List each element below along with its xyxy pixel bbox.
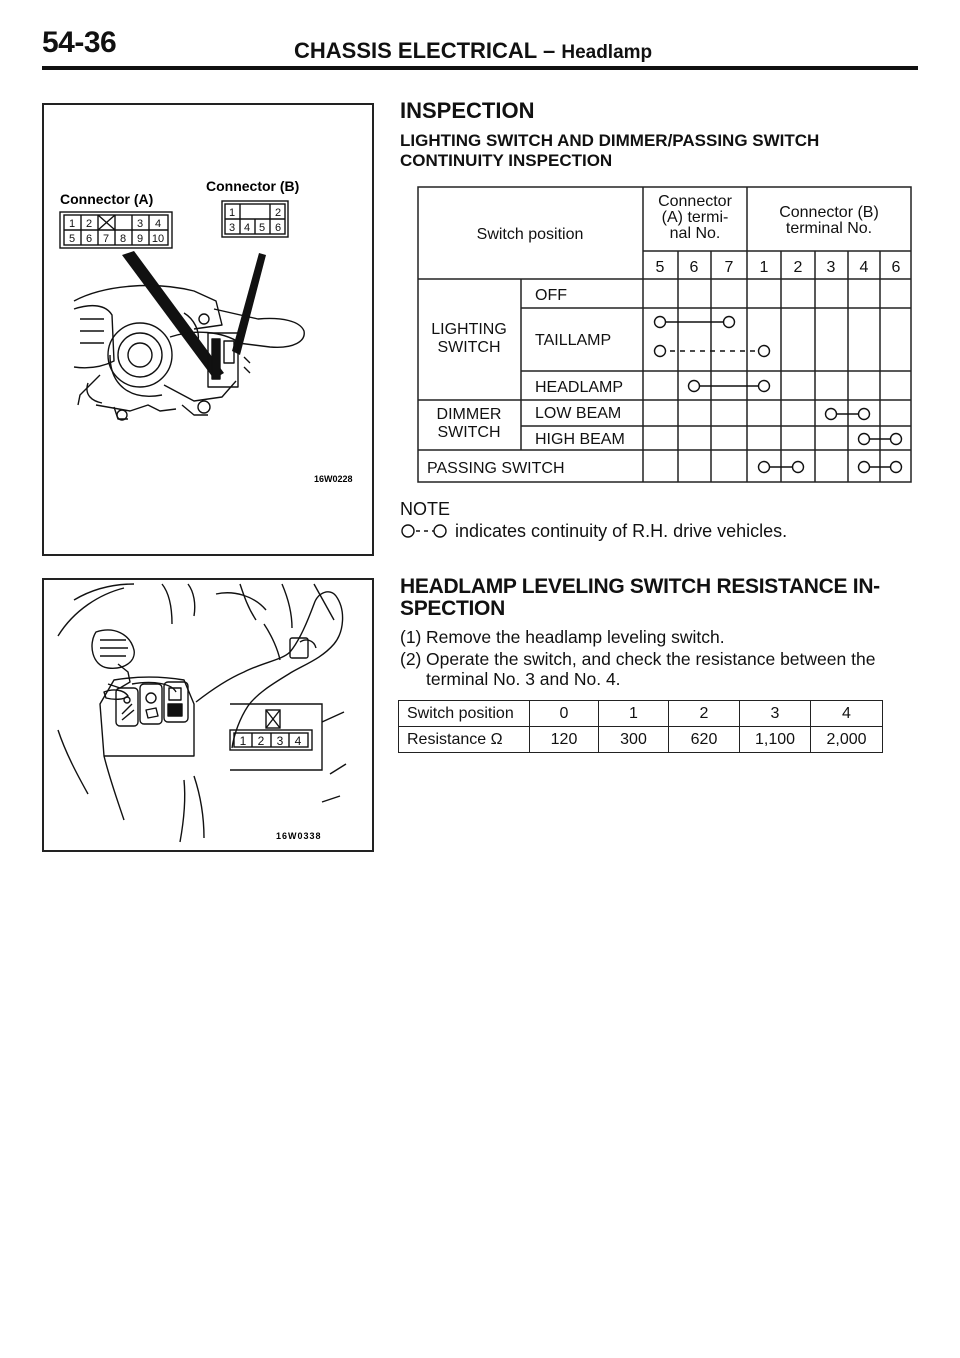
header-connector-b: Connector (B): [779, 204, 879, 221]
continuity-table: [417, 186, 915, 486]
title-dash: –: [542, 38, 556, 63]
table-cell: 0: [530, 701, 599, 727]
connector-a-pin: 6: [85, 233, 93, 245]
connector-a-pin: 2: [85, 218, 93, 230]
row-label: TAILLAMP: [535, 332, 612, 349]
connector-b-pin: 1: [228, 207, 236, 219]
resistance-table: [398, 700, 883, 753]
table-cell: 1,100: [740, 727, 811, 753]
terminal-number: 6: [689, 259, 699, 276]
section-name: CHASSIS ELECTRICAL: [294, 38, 537, 63]
terminal-number: 5: [655, 259, 665, 276]
leveling-connector-pin: 2: [257, 734, 265, 748]
lighting-switch-label: SWITCH: [437, 339, 501, 356]
table-cell: 3: [740, 701, 811, 727]
table-cell: 2,000: [811, 727, 883, 753]
subsection-title-line: CONTINUITY INSPECTION: [400, 151, 613, 170]
leveling-section-title: [400, 576, 920, 620]
terminal-number: 6: [891, 259, 901, 276]
table-cell: 620: [669, 727, 740, 753]
connector-a-pin: 1: [68, 218, 76, 230]
header-connector-b: terminal No.: [785, 220, 873, 237]
header-connector-a: nal No.: [669, 225, 721, 242]
row-label: LOW BEAM: [535, 405, 622, 422]
connector-a-pin: 7: [102, 233, 110, 245]
column-switch-figure: [42, 103, 374, 556]
leveling-connector-pin: 3: [276, 734, 284, 748]
step-number: (1): [400, 627, 422, 647]
pointer-arrows: [122, 251, 266, 379]
row-header: Resistance Ω: [399, 727, 530, 753]
note-body: indicates continuity of R.H. drive vehicles.: [455, 521, 788, 541]
table-cell: 2: [669, 701, 740, 727]
subsection-title: [400, 131, 920, 171]
procedure-steps: [400, 627, 920, 691]
page-number: 54-36: [42, 26, 117, 59]
passing-switch-label: PASSING SWITCH: [427, 460, 565, 477]
row-label: HIGH BEAM: [535, 431, 625, 448]
row-label: HEADLAMP: [535, 379, 624, 396]
connector-b-pin: 6: [274, 222, 282, 234]
note-text: [400, 521, 787, 542]
step-number: (2): [400, 649, 422, 669]
header-switch-position: Switch position: [476, 226, 584, 243]
connector-b-pin: 3: [228, 222, 236, 234]
connector-b-pin: 4: [243, 222, 251, 234]
header-connector-a: Connector: [658, 193, 732, 210]
header-connector-a: (A) termi-: [661, 209, 729, 226]
terminal-number: 3: [826, 259, 836, 276]
leveling-title-line: SPECTION: [400, 597, 505, 620]
table-row: [399, 701, 883, 727]
connector-a-pin: 3: [136, 218, 144, 230]
connector-a-label: Connector (A): [60, 191, 154, 207]
leveling-switch-figure: [42, 578, 374, 852]
connector-b-label: Connector (B): [206, 178, 300, 194]
table-cell: 120: [530, 727, 599, 753]
figure-code: 16W0228: [314, 474, 353, 484]
terminal-number: 7: [724, 259, 734, 276]
leveling-connector-pin: 4: [294, 734, 302, 748]
table-cell: 1: [599, 701, 669, 727]
lighting-switch-label: LIGHTING: [431, 321, 507, 338]
connector-a-pin: 10: [151, 233, 165, 245]
figure-code: 16W0338: [276, 831, 322, 841]
procedure-step: [400, 627, 920, 647]
header-rule: [42, 66, 918, 70]
dashboard-illustration: [58, 584, 346, 842]
continuity-marks: [655, 317, 902, 473]
connector-a-pin: 8: [119, 233, 127, 245]
terminal-number: 4: [859, 259, 869, 276]
page-title: [294, 38, 652, 64]
table-cell: 4: [811, 701, 883, 727]
terminal-number: 1: [759, 259, 769, 276]
step-text: Remove the headlamp leveling switch.: [426, 627, 725, 647]
subsection-title-line: LIGHTING SWITCH AND DIMMER/PASSING SWITCH: [400, 131, 820, 150]
procedure-step: [400, 649, 920, 689]
table-cell: 300: [599, 727, 669, 753]
connector-a-pin: 4: [154, 218, 162, 230]
dashed-continuity-icon: [400, 523, 450, 539]
leveling-title-line: HEADLAMP LEVELING SWITCH RESISTANCE IN-: [400, 575, 880, 598]
row-label: OFF: [535, 287, 567, 304]
terminal-number: 2: [793, 259, 803, 276]
dimmer-switch-label: DIMMER: [436, 406, 502, 423]
note-label: NOTE: [400, 499, 451, 519]
dimmer-switch-label: SWITCH: [437, 424, 501, 441]
section-subtitle: Headlamp: [561, 42, 653, 63]
step-text: Operate the switch, and check the resistance between the terminal No. 3 and No. 4.: [426, 649, 876, 689]
section-title: INSPECTION: [400, 98, 535, 123]
connector-b-pin: 2: [274, 207, 282, 219]
row-header: Switch position: [399, 701, 530, 727]
connector-b-pin: 5: [258, 222, 266, 234]
leveling-connector-pin: 1: [239, 734, 247, 748]
connector-a-pin: 5: [68, 233, 76, 245]
table-row: [399, 727, 883, 753]
connector-a-pin: 9: [136, 233, 144, 245]
page-header: [42, 18, 918, 63]
column-switch-illustration: [74, 286, 304, 420]
